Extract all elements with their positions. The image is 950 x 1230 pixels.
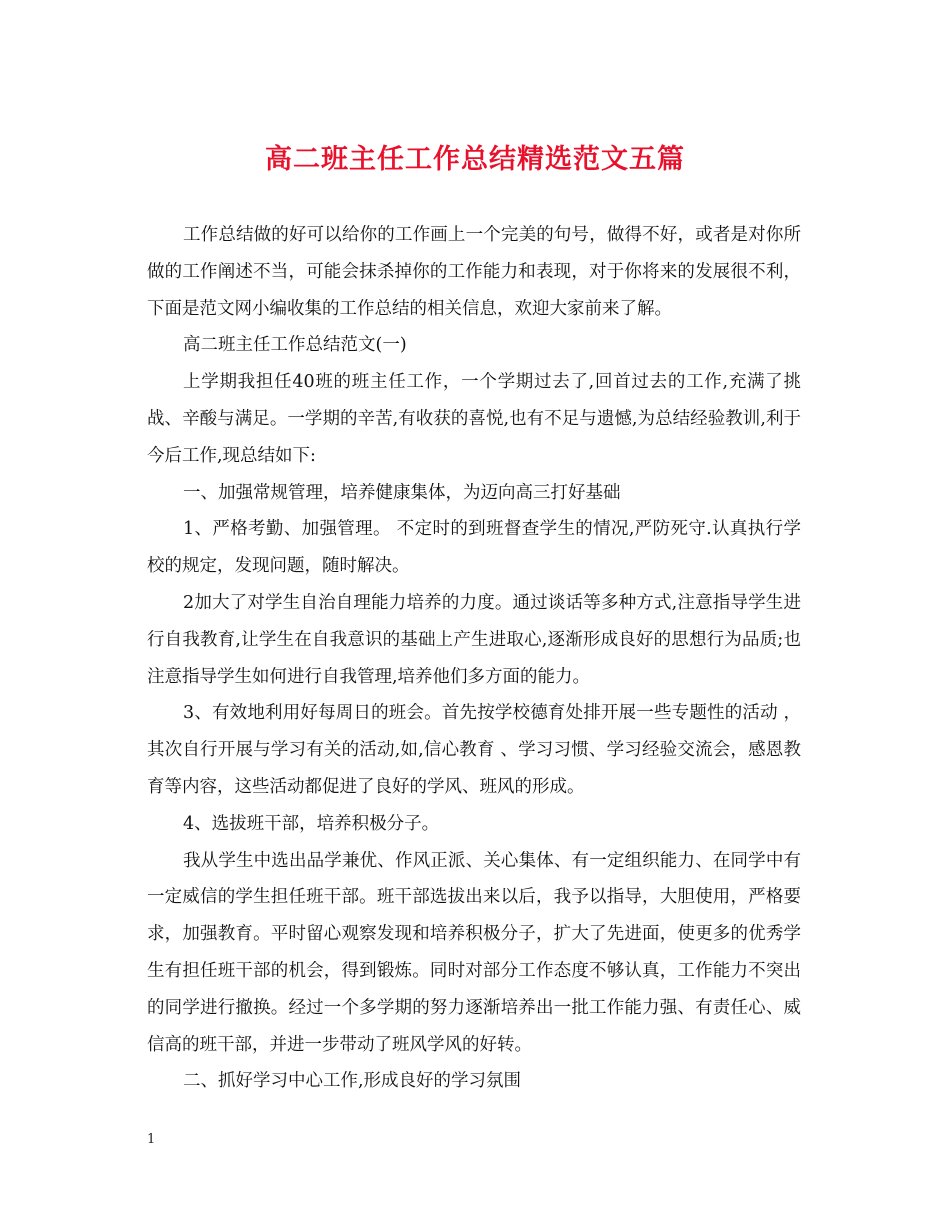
body-paragraph: 2加大了对学生自治自理能力培养的力度。通过谈话等多种方式,注意指导学生进行自我教育,让学生在自我意识的基础上产生进取心,逐渐形成良好的思想行为品质;也注意指导学生如何进行自我管理,培养他们多方面的能力。 (147, 592, 801, 687)
body-paragraph: 1、严格考勤、加强管理。 不定时的到班督查学生的情况,严防死守.认真执行学校的规定，发现问题，随时解决。 (147, 519, 801, 577)
section-heading: 4、选拔班干部，培养积极分子。 (183, 813, 440, 834)
body-paragraph: 我从学生中选出品学兼优、作风正派、关心集体、有一定组织能力、在同学中有一定威信的学生担任班干部。班干部选拔出来以后，我予以指导，大胆使用，严格要求，加强教育。平时留心观察发现和培养积极分子，扩大了先进面，使更多的优秀学生有担任班干部的机会，得到锻炼。同时对部分工作态度不够认真，工作能力不突出的同学进行撤换。经过一个多学期的努力逐渐培养出一批工作能力强、有责任心、威信高的班干部，并进一步带动了班风学风的好转。 (147, 850, 801, 1055)
body-paragraph: 3、有效地利用好每周日的班会。首先按学校德育处排开展一些专题性的活动 ，其次自行开展与学习有关的活动,如,信心教育 、学习习惯、学习经验交流会，感恩教育等内容，这些活动都促进了良好的学风、班风的形成。 (147, 703, 801, 797)
section-heading: 一、加强常规管理，培养健康集体，为迈向高三打好基础 (183, 482, 621, 503)
section-heading: 高二班主任工作总结范文(一) (183, 335, 407, 356)
document-body (147, 217, 801, 1100)
body-paragraph: 上学期我担任40班的班主任工作，一个学期过去了,回首过去的工作,充满了挑战、辛酸与满足。一学期的辛苦,有收获的喜悦,也有不足与遗憾,为总结经验教训,利于今后工作,现总结如下: (147, 372, 801, 466)
section-heading: 二、抓好学习中心工作,形成良好的学习氛围 (183, 1071, 522, 1092)
page-number: 1 (147, 1132, 156, 1147)
document-title: 高二班主任工作总结精选范文五篇 (265, 144, 685, 175)
intro-paragraph: 工作总结做的好可以给你的工作画上一个完美的句号，做得不好，或者是对你所做的工作阐述不当，可能会抹杀掉你的工作能力和表现，对于你将来的发展很不利，下面是范文网小编收集的工作总结的相关信息，欢迎大家前来了解。 (147, 225, 801, 319)
